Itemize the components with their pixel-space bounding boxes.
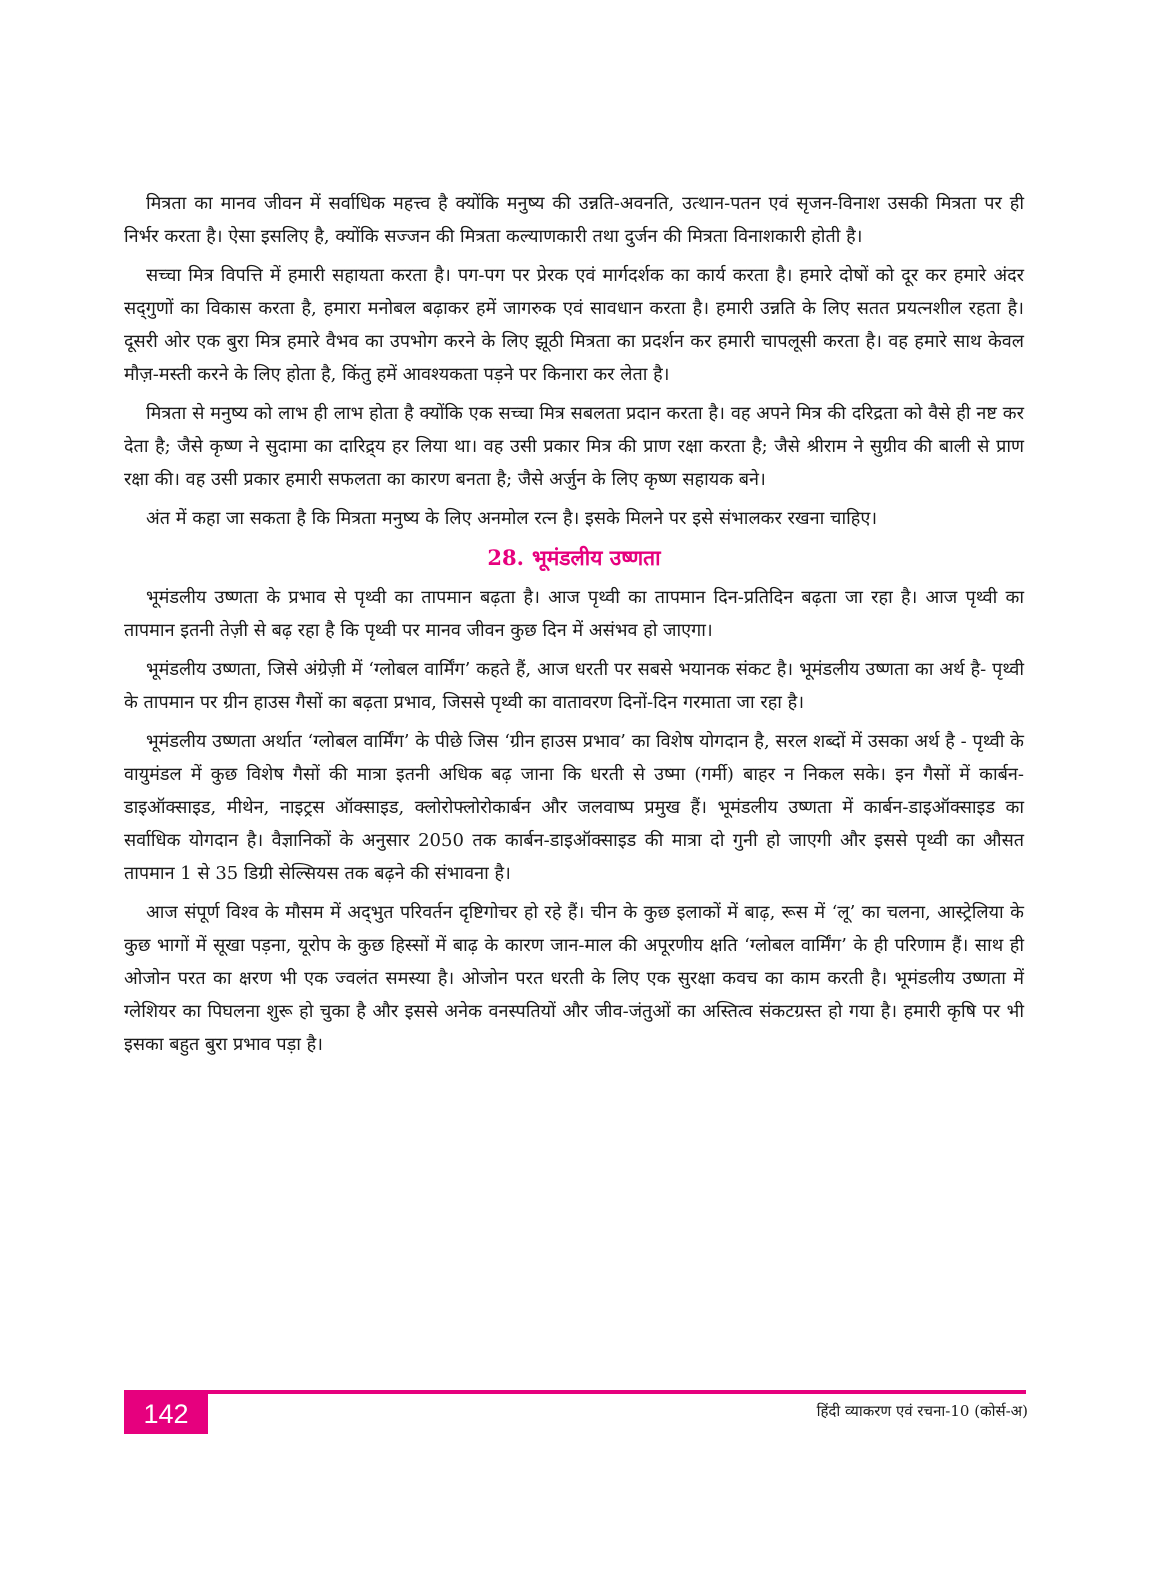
paragraph-true-friend: सच्चा मित्र विपत्ति में हमारी सहायता करता है। पग-पग पर प्रेरक एवं मार्गदर्शक का कार्य करता है। हमारे दोषों को दूर कर हमारे अंदर सद्‌गुणों का विकास करता है, हमारा मनोबल बढ़ाकर हमें जागरुक एवं सावधान करता है। हमारी उन्नति के लिए सतत प्रयत्नशील रहता है। दूसरी ओर एक बुरा मित्र हमारे वैभव का उपभोग करने के लिए झूठी मित्रता का प्रदर्शन कर हमारी चापलूसी करता है। वह हमारे साथ केवल मौज़-मस्ती करने के लिए होता है, किंतु हमें आवश्यकता पड़ने पर किनारा कर लेता है। — [124, 265, 1024, 385]
page-body — [124, 187, 1024, 1067]
section-title: भूमंडलीय उष्णता — [531, 545, 661, 570]
paragraph-greenhouse-effect: भूमंडलीय उष्णता अर्थात ‘ग्लोबल वार्मिंग’ के पीछे जिस ‘ग्रीन हाउस प्रभाव’ का विशेष योगदान है, सरल शब्दों में उसका अर्थ है - पृथ्वी के वायुमंडल में कुछ विशेष गैसों की मात्रा इतनी अधिक बढ़ जाना कि धरती से उष्मा (गर्मी) बाहर न निकल सके। इन गैसों में कार्बन-डाइऑक्साइड, मीथेन, नाइट्रस ऑक्साइड, क्लोरोफ्लोरोकार्बन और जलवाष्प प्रमुख हैं। भूमंडलीय उष्णता में कार्बन-डाइऑक्साइड का सर्वाधिक योगदान है। वैज्ञानिकों के अनुसार 2050 तक कार्बन-डाइऑक्साइड की मात्रा दो गुनी हो जाएगी और इससे पृथ्वी का औसत तापमान 1 से 35 डिग्री सेल्सियस तक बढ़ने की संभावना है। — [124, 731, 1024, 884]
section-number: 28. — [487, 545, 524, 570]
paragraph-warming-intro: भूमंडलीय उष्णता के प्रभाव से पृथ्वी का तापमान बढ़ता है। आज पृथ्वी का तापमान दिन-प्रतिदिन बढ़ता जा रहा है। आज पृथ्वी का तापमान इतनी तेज़ी से बढ़ रहा है कि पृथ्वी पर मानव जीवन कुछ दिन में असंभव हो जाएगा। — [124, 587, 1024, 641]
paragraph-friendship-conclusion: अंत में कहा जा सकता है कि मित्रता मनुष्य के लिए अनमोल रत्न है। इसके मिलने पर इसे संभालकर रखना चाहिए। — [146, 508, 878, 529]
paragraph-friendship-benefits: मित्रता से मनुष्य को लाभ ही लाभ होता है क्योंकि एक सच्चा मित्र सबलता प्रदान करता है। वह अपने मित्र की दरिद्रता को वैसे ही नष्ट कर देता है; जैसे कृष्ण ने सुदामा का दारिद्र्य हर लिया था। वह उसी प्रकार मित्र की प्राण रक्षा करता है; जैसे श्रीराम ने सुग्रीव की बाली से प्राण रक्षा की। वह उसी प्रकार हमारी सफलता का कारण बनता है; जैसे अर्जुन के लिए कृष्ण सहायक बने। — [124, 403, 1024, 490]
section-heading — [124, 541, 1024, 575]
book-title: हिंदी व्याकरण एवं रचना-10 (कोर्स-अ) — [816, 1402, 1028, 1420]
paragraph-friendship-importance: मित्रता का मानव जीवन में सर्वाधिक महत्त्व है क्योंकि मनुष्य की उन्नति-अवनति, उत्थान-पतन एवं सृजन-विनाश उसकी मित्रता पर ही निर्भर करता है। ऐसा इसलिए है, क्योंकि सज्जन की मित्रता कल्याणकारी तथा दुर्जन की मित्रता विनाशकारी होती है। — [124, 193, 1024, 247]
page-number: 142 — [124, 1394, 208, 1434]
footer-rule — [124, 1390, 1026, 1394]
paragraph-warming-definition: भूमंडलीय उष्णता, जिसे अंग्रेज़ी में ‘ग्लोबल वार्मिंग’ कहते हैं, आज धरती पर सबसे भयानक संकट है। भूमंडलीय उष्णता का अर्थ है- पृथ्वी के तापमान पर ग्रीन हाउस गैसों का बढ़ता प्रभाव, जिससे पृथ्वी का वातावरण दिनों-दिन गरमाता जा रहा है। — [124, 659, 1024, 713]
paragraph-climate-impacts: आज संपूर्ण विश्व के मौसम में अद्‌भुत परिवर्तन दृष्टिगोचर हो रहे हैं। चीन के कुछ इलाकों में बाढ़, रूस में ‘लू’ का चलना, आस्ट्रेलिया के कुछ भागों में सूखा पड़ना, यूरोप के कुछ हिस्सों में बाढ़ के कारण जान-माल की अपूरणीय क्षति ‘ग्लोबल वार्मिंग’ के ही परिणाम हैं। साथ ही ओजोन परत का क्षरण भी एक ज्वलंत समस्या है। ओजोन परत धरती के लिए एक सुरक्षा कवच का काम करती है। भूमंडलीय उष्णता में ग्लेशियर का पिघलना शुरू हो चुका है और इससे अनेक वनस्पतियों और जीव-जंतुओं का अस्तित्व संकटग्रस्त हो गया है। हमारी कृषि पर भी इसका बहुत बुरा प्रभाव पड़ा है। — [124, 902, 1024, 1055]
